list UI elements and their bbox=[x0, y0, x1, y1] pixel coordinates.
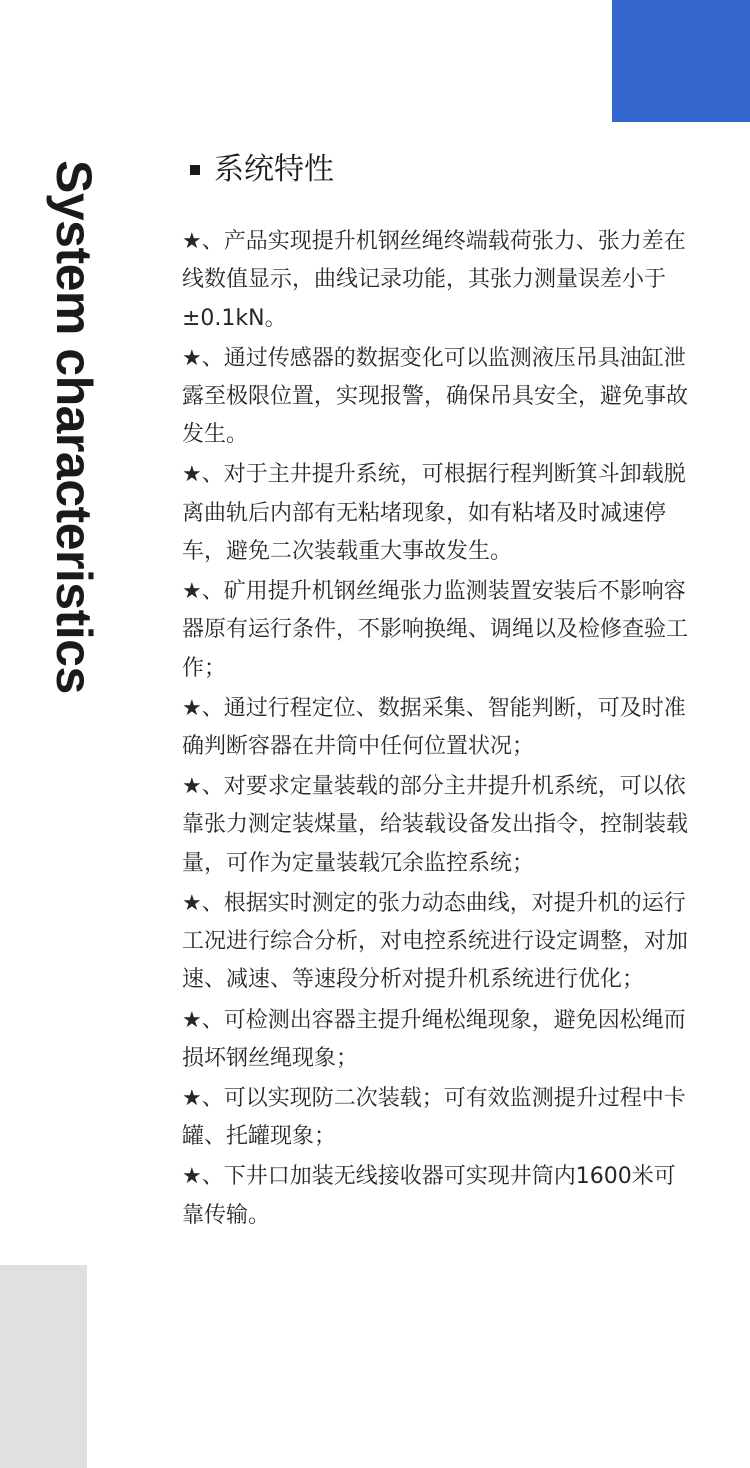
feature-item: ★、根据实时测定的张力动态曲线，对提升机的运行工况进行综合分析，对电控系统进行设定调整，对加速、减速、等速段分析对提升机系统进行优化； bbox=[182, 890, 689, 993]
section-heading bbox=[190, 146, 334, 194]
feature-item: ★、可以实现防二次装载；可有效监测提升过程中卡罐、托罐现象； bbox=[182, 1085, 686, 1150]
feature-item: ★、通过行程定位、数据采集、智能判断，可及时准确判断容器在井筒中任何位置状况； bbox=[182, 695, 686, 760]
gray-decor-block bbox=[0, 1265, 87, 1468]
feature-item: ★、下井口加装无线接收器可实现井筒内1600米可靠传输。 bbox=[182, 1164, 676, 1228]
feature-item: ★、对要求定量装载的部分主井提升机系统，可以依靠张力测定装煤量，给装载设备发出指令，控制装载量，可作为定量装载冗余监控系统； bbox=[182, 774, 689, 876]
feature-item: ★、矿用提升机钢丝绳张力监测装置安装后不影响容器原有运行条件，不影响换绳、调绳以及检修查验工作； bbox=[182, 579, 689, 681]
feature-list bbox=[182, 223, 694, 1237]
feature-item: ★、产品实现提升机钢丝绳终端载荷张力、张力差在线数值显示，曲线记录功能，其张力测量误差小于±0.1kN。 bbox=[182, 229, 686, 331]
feature-item: ★、通过传感器的数据变化可以监测液压吊具油缸泄露至极限位置，实现报警，确保吊具安全，避免事故发生。 bbox=[182, 345, 689, 448]
feature-item: ★、对于主井提升系统，可根据行程判断箕斗卸载脱离曲轨后内部有无粘堵现象，如有粘堵及时减速停车，避免二次装载重大事故发生。 bbox=[182, 462, 686, 564]
square-bullet-icon bbox=[190, 165, 200, 175]
feature-item: ★、可检测出容器主提升绳松绳现象，避免因松绳而损坏钢丝绳现象； bbox=[182, 1007, 686, 1071]
blue-accent-block bbox=[612, 0, 750, 122]
side-title: System characteristics bbox=[46, 160, 102, 694]
section-title: 系统特性 bbox=[214, 152, 334, 187]
